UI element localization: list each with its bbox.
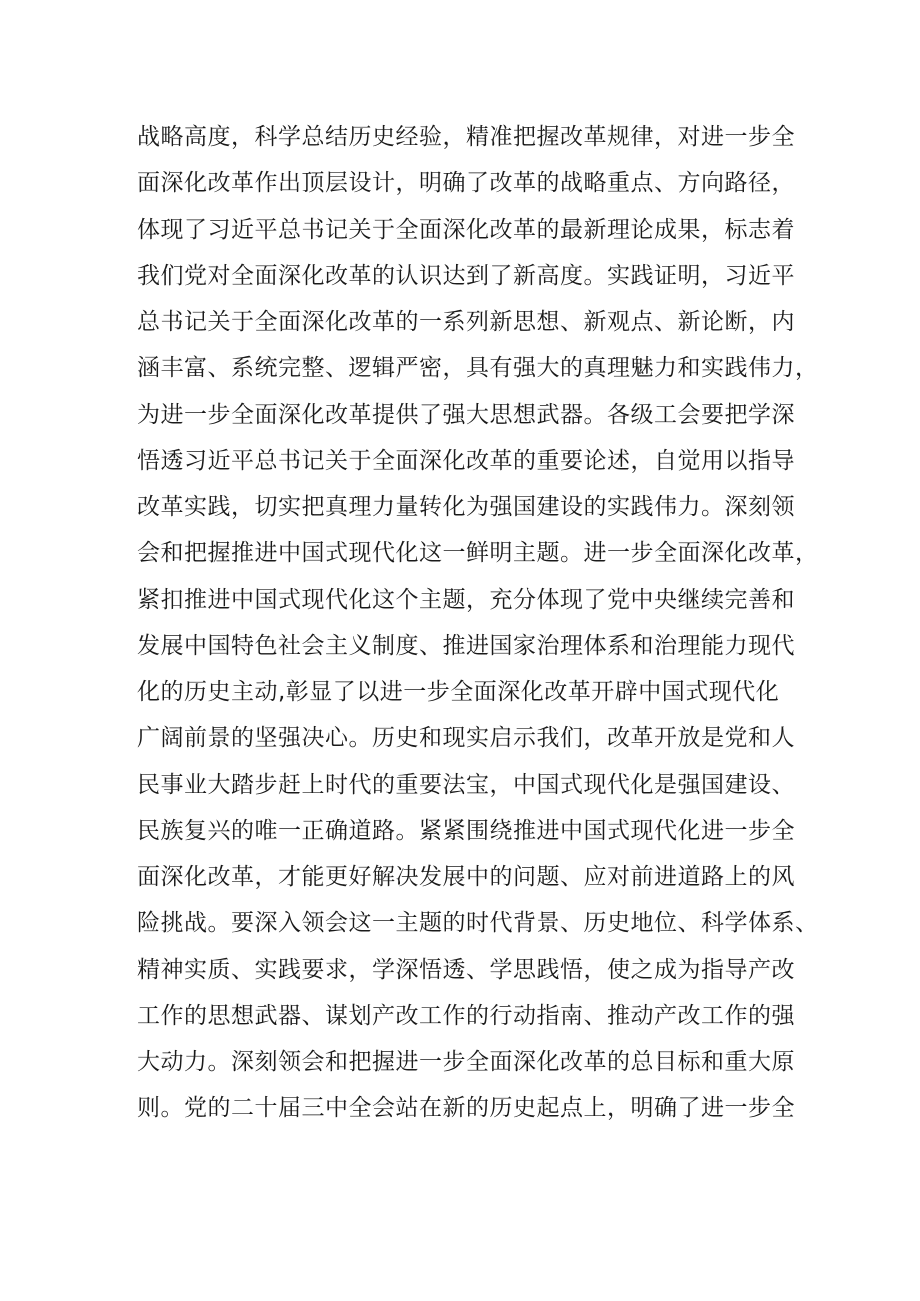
text-line: 工作的思想武器、谋划产改工作的行动指南、推动产改工作的强 [137, 1002, 795, 1029]
text-line: 化的历史主动,彰显了以进一步全面深化改革开辟中国式现代化 [137, 679, 780, 705]
text-line: 为进一步全面深化改革提供了强大思想武器。各级工会要把学深 [137, 401, 795, 428]
text-line: 总书记关于全面深化改革的一系列新思想、新观点、新论断，内 [137, 309, 795, 335]
text-line: 会和把握推进中国式现代化这一鲜明主题。进一步全面深化改革， [137, 540, 819, 567]
text-line: 民事业大踏步赶上时代的重要法宝，中国式现代化是强国建设、 [137, 771, 795, 798]
text-line: 发展中国特色社会主义制度、推进国家治理体系和治理能力现代 [137, 632, 795, 659]
text-line: 广阔前景的坚强决心。历史和现实启示我们，改革开放是党和人 [137, 725, 795, 752]
text-line: 则。党的二十届三中全会站在新的历史起点上，明确了进一步全 [137, 1095, 795, 1122]
text-line: 改革实践，切实把真理力量转化为强国建设的实践伟力。深刻领 [137, 494, 795, 520]
text-line: 战略高度，科学总结历史经验，精准把握改革规律，对进一步全 [137, 124, 795, 150]
text-line: 民族复兴的唯一正确道路。紧紧围绕推进中国式现代化进一步全 [137, 817, 795, 844]
text-line: 面深化改革，才能更好解决发展中的问题、应对前进道路上的风 [137, 864, 795, 890]
text-line: 涵丰富、系统完整、逻辑严密，具有强大的真理魅力和实践伟力， [137, 355, 819, 382]
text-line: 大动力。深刻领会和把握进一步全面深化改革的总目标和重大原 [137, 1049, 795, 1075]
text-line: 险挑战。要深入领会这一主题的时代背景、历史地位、科学体系、 [137, 910, 819, 937]
text-line: 体现了习近平总书记关于全面深化改革的最新理论成果，标志着 [137, 216, 795, 243]
text-line: 面深化改革作出顶层设计，明确了改革的战略重点、方向路径， [137, 170, 795, 197]
text-line: 悟透习近平总书记关于全面深化改革的重要论述，自觉用以指导 [137, 447, 795, 474]
text-line: 精神实质、实践要求，学深悟透、学思践悟，使之成为指导产改 [137, 956, 795, 983]
text-line: 我们党对全面深化改革的认识达到了新高度。实践证明，习近平 [137, 262, 795, 289]
text-line: 紧扣推进中国式现代化这个主题，充分体现了党中央继续完善和 [137, 586, 795, 613]
body-text [137, 114, 817, 1132]
